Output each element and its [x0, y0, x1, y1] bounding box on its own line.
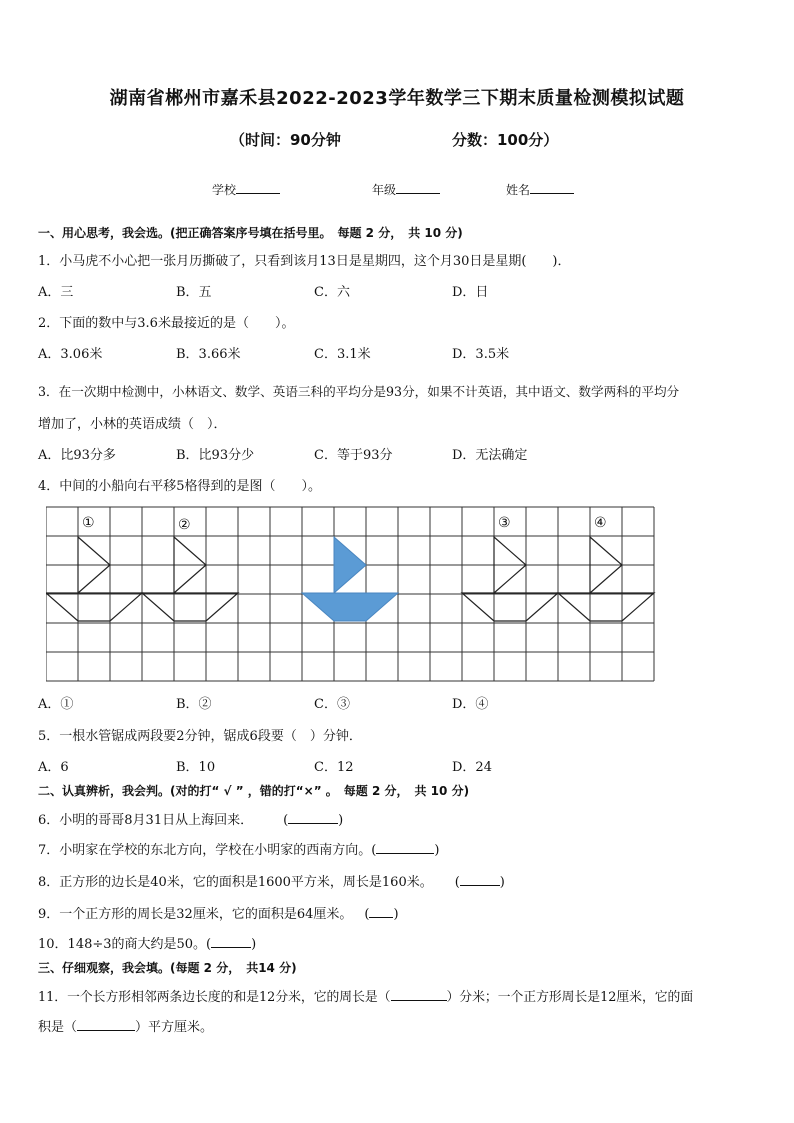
q3-option-c[interactable]: C．等于93分 — [314, 448, 393, 463]
q5-option-b[interactable]: B．10 — [176, 760, 216, 775]
boat-1-figure — [46, 537, 142, 621]
q1-option-b[interactable]: B．五 — [176, 285, 212, 300]
q1-option-a[interactable]: A．三 — [38, 285, 74, 300]
section-2-heading: 二、认真辨析，我会判。(对的打“ √ ” ，错的打“×” 。 每题 2 分， 共 10 分) — [38, 784, 470, 798]
school-field[interactable] — [212, 181, 280, 198]
q5-option-a[interactable]: A．6 — [38, 760, 69, 775]
q10-paren-close: ) — [251, 937, 257, 952]
question-5: 5．一根水管锯成两段要2分钟，锯成6段要（ ）分钟． — [38, 729, 362, 744]
question-9-text: 9．一个正方形的周长是32厘米，它的面积是64厘米。 — [38, 907, 353, 922]
question-10-text: 10．148÷3的商大约是50。( — [38, 937, 212, 952]
boat-center-figure — [302, 537, 398, 621]
q2-option-d[interactable]: D．3.5米 — [452, 347, 510, 362]
question-8 — [38, 871, 505, 890]
question-6 — [38, 809, 343, 828]
q9-answer-blank[interactable] — [369, 905, 393, 918]
q9-paren-close: ) — [393, 907, 399, 922]
boat-3-hull — [462, 593, 558, 621]
q6-paren-close: ) — [338, 813, 344, 828]
q4-option-a[interactable]: A．① — [38, 697, 74, 712]
question-9 — [38, 903, 399, 922]
question-8-text: 8．正方形的边长是40米，它的面积是1600平方米，周长是160米。 — [38, 875, 433, 890]
question-11-text-d: ）平方厘米。 — [135, 1020, 214, 1035]
name-field[interactable] — [506, 181, 574, 198]
q9-paren-open: ( — [364, 907, 370, 922]
boat-center-hull — [302, 593, 398, 621]
q3-option-d[interactable]: D．无法确定 — [452, 448, 528, 463]
question-6-text: 6．小明的哥哥8月31日从上海回来． — [38, 813, 254, 828]
q1-option-c[interactable]: C．六 — [314, 285, 350, 300]
school-label: 学校 — [212, 183, 237, 197]
grade-field[interactable] — [372, 181, 440, 198]
question-11-text-c: 积是（ — [38, 1020, 78, 1035]
q5-option-d[interactable]: D．24 — [452, 760, 492, 775]
school-blank[interactable] — [236, 181, 280, 194]
question-11-text-a: 11．一个长方形相邻两条边长度的和是12分米，它的周长是（ — [38, 990, 391, 1005]
q10-answer-blank[interactable] — [211, 935, 251, 948]
boat-2-hull — [142, 593, 238, 621]
name-blank[interactable] — [530, 181, 574, 194]
q4-option-b[interactable]: B．② — [176, 697, 212, 712]
question-3-line-2: 增加了，小林的英语成绩（ ）． — [38, 417, 227, 432]
q6-paren-open: ( — [283, 813, 289, 828]
question-3-line-1: 3．在一次期中检测中，小林语文、数学、英语三科的平均分是93分，如果不计英语，其中语文、数学两科的平均分 — [38, 384, 680, 399]
boat-2-figure — [142, 537, 238, 621]
q4-option-d[interactable]: D．④ — [452, 697, 489, 712]
section-3-heading: 三、仔细观察，我会填。(每题 2 分， 共14 分) — [38, 961, 297, 975]
boat-center-sail — [334, 537, 366, 593]
q8-paren-close: ) — [499, 875, 505, 890]
q3-option-a[interactable]: A．比93分多 — [38, 448, 116, 463]
q11-answer-blank-1[interactable] — [391, 988, 447, 1001]
q8-answer-blank[interactable] — [460, 873, 500, 886]
section-1-heading: 一、用心思考，我会选。(把正确答案序号填在括号里。 每题 2 分， 共 10 分) — [38, 226, 463, 240]
figure-label-1: ① — [82, 515, 95, 531]
question-11-line-2 — [38, 1016, 213, 1035]
boat-4-figure — [558, 537, 654, 621]
question-7 — [38, 839, 439, 858]
q2-option-a[interactable]: A．3.06米 — [38, 347, 103, 362]
q2-option-b[interactable]: B．3.66米 — [176, 347, 241, 362]
figure-label-4: ④ — [594, 515, 607, 531]
q6-answer-blank[interactable] — [288, 811, 338, 824]
question-4: 4．中间的小船向右平移5格得到的是图（ ）。 — [38, 479, 322, 494]
question-10 — [38, 933, 256, 952]
q7-paren-close: ) — [434, 843, 440, 858]
question-11-line-1 — [38, 986, 693, 1005]
figure-label-3: ③ — [498, 515, 511, 531]
boat-grid-figure — [46, 506, 658, 682]
figure-label-2: ② — [178, 517, 191, 533]
question-7-text: 7．小明家在学校的东北方向，学校在小明家的西南方向。( — [38, 843, 377, 858]
q5-option-c[interactable]: C．12 — [314, 760, 354, 775]
q1-option-d[interactable]: D．日 — [452, 285, 489, 300]
boat-1-hull — [46, 593, 142, 621]
question-2: 2．下面的数中与3.6米最接近的是（ ）。 — [38, 316, 295, 331]
question-1: 1．小马虎不小心把一张月历撕破了，只看到该月13日是星期四，这个月30日是星期( )． — [38, 254, 571, 269]
exam-score: 分数：100分） — [452, 131, 559, 149]
exam-time: （时间：90分钟 — [230, 131, 341, 149]
q3-option-b[interactable]: B．比93分少 — [176, 448, 255, 463]
q8-paren-open: ( — [454, 875, 460, 890]
grade-blank[interactable] — [396, 181, 440, 194]
boat-4-hull — [558, 593, 654, 621]
q2-option-c[interactable]: C．3.1米 — [314, 347, 371, 362]
boat-3-figure — [462, 537, 558, 621]
q7-answer-blank[interactable] — [376, 841, 434, 854]
grade-label: 年级 — [372, 183, 397, 197]
question-11-text-b: ）分米；一个正方形周长是12厘米，它的面 — [446, 990, 694, 1005]
page-title: 湖南省郴州市嘉禾县2022-2023学年数学三下期末质量检测模拟试题 — [109, 88, 685, 109]
name-label: 姓名 — [506, 183, 531, 197]
q11-answer-blank-2[interactable] — [77, 1018, 135, 1031]
q4-option-c[interactable]: C．③ — [314, 697, 350, 712]
